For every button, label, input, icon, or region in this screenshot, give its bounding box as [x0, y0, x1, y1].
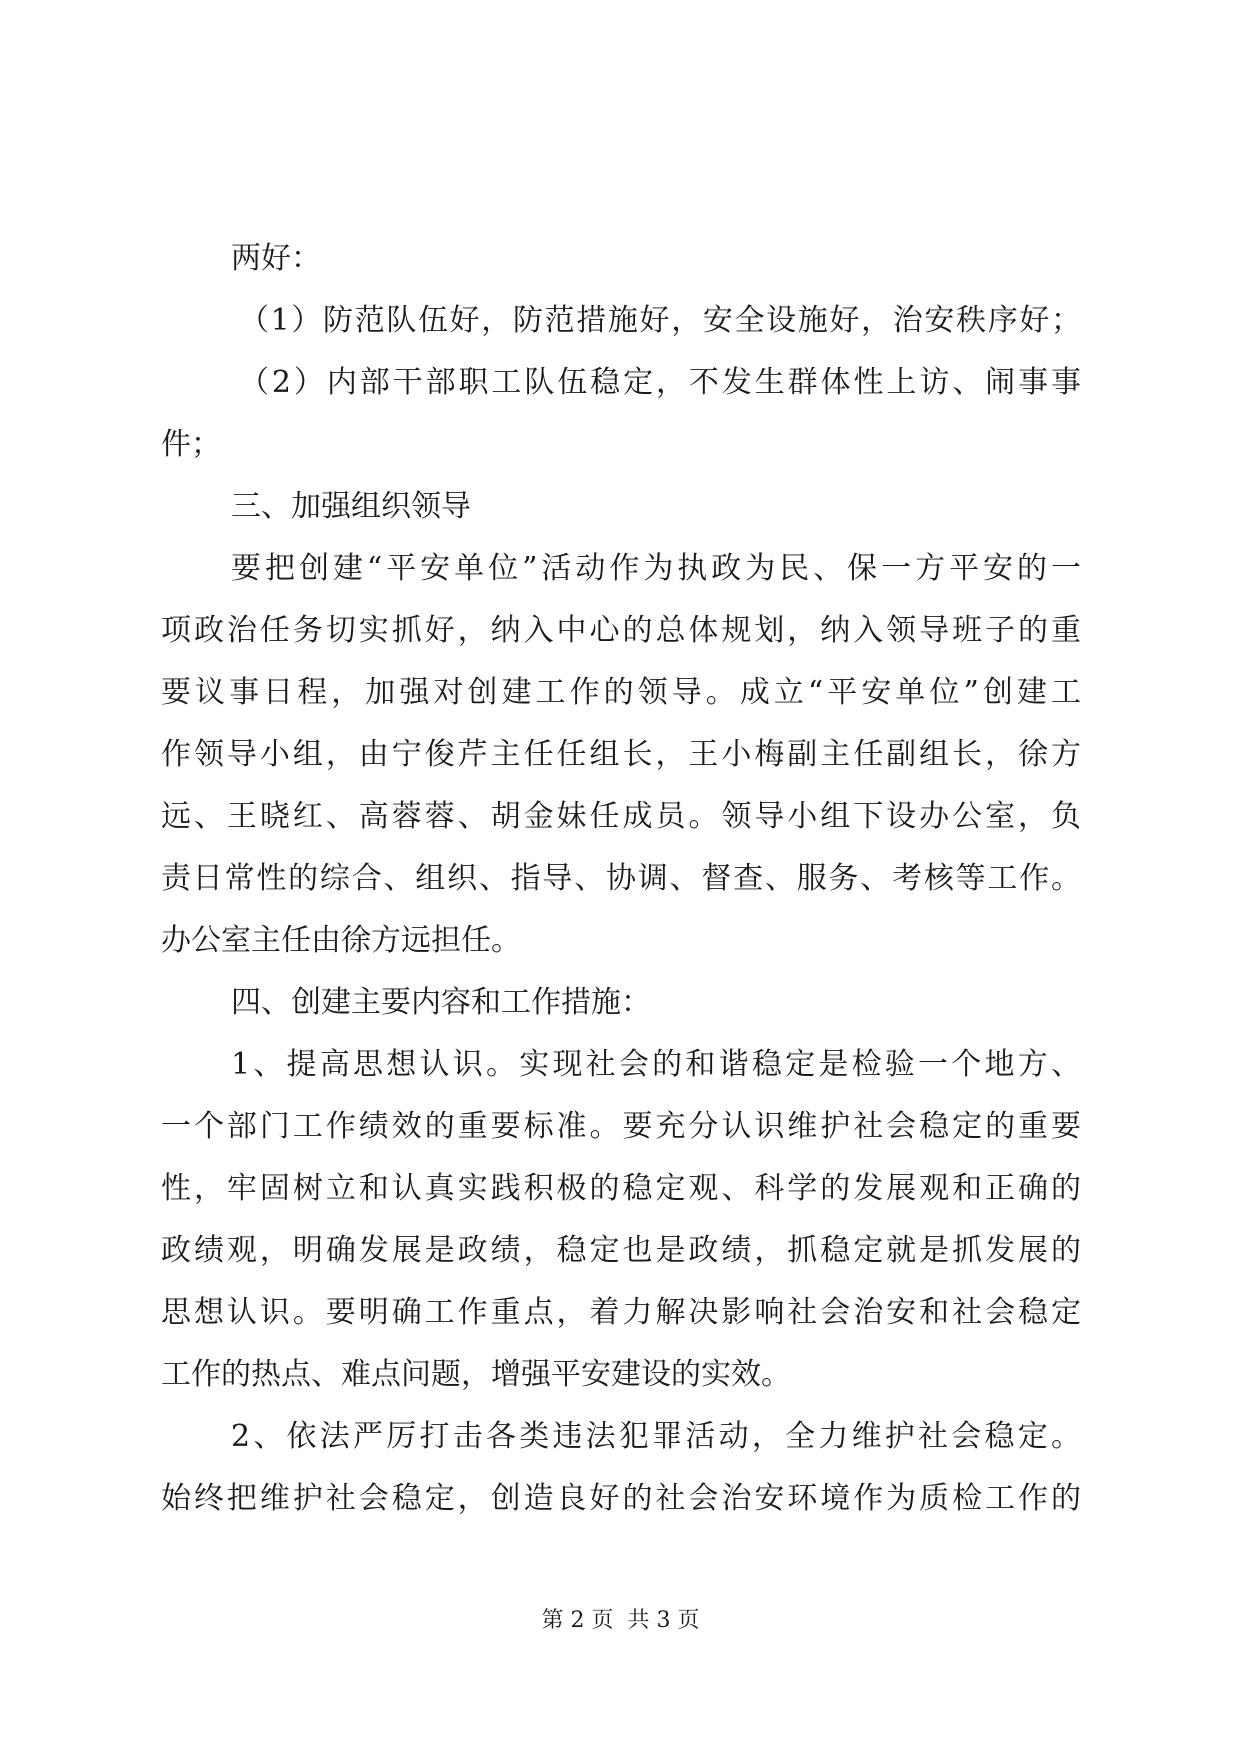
- paragraph-line: 工作的热点、难点问题，增强平安建设的实效。: [161, 1357, 791, 1392]
- paragraph-line: 1、提高思想认识。实现社会的和谐稳定是检验一个地方、: [231, 1047, 1081, 1082]
- section-heading: 三、加强组织领导: [231, 489, 471, 524]
- paragraph-line: 政绩观，明确发展是政绩，稳定也是政绩，抓稳定就是抓发展的: [161, 1233, 1081, 1268]
- paragraph-line: 思想认识。要明确工作重点，着力解决影响社会治安和社会稳定: [161, 1295, 1081, 1330]
- paragraph-line: 作领导小组，由宁俊芹主任任组长，王小梅副主任副组长，徐方: [161, 737, 1081, 772]
- paragraph-line: 始终把维护社会稳定，创造良好的社会治安环境作为质检工作的: [161, 1481, 1081, 1516]
- paragraph-line: （2）内部干部职工队伍稳定，不发生群体性上访、闹事事: [239, 365, 1081, 400]
- paragraph-line: 两好：: [231, 241, 321, 276]
- paragraph-line: 要议事日程，加强对创建工作的领导。成立“平安单位”创建工: [161, 675, 1081, 710]
- document-body: [161, 228, 1081, 1530]
- section-heading: 四、创建主要内容和工作措施：: [231, 985, 651, 1020]
- page-number-label: 第 2 页 共 3 页: [541, 1608, 700, 1633]
- paragraph-line: 2、依法严厉打击各类违法犯罪活动，全力维护社会稳定。: [231, 1419, 1081, 1454]
- paragraph-line: 责日常性的综合、组织、指导、协调、督查、服务、考核等工作。: [161, 861, 1081, 896]
- paragraph-line: 一个部门工作绩效的重要标准。要充分认识维护社会稳定的重要: [161, 1109, 1081, 1144]
- paragraph-line: 项政治任务切实抓好，纳入中心的总体规划，纳入领导班子的重: [161, 613, 1081, 648]
- paragraph-line: 远、王晓红、高蓉蓉、胡金妹任成员。领导小组下设办公室，负: [161, 799, 1081, 834]
- paragraph-line: 件；: [161, 427, 221, 462]
- paragraph-line: （1）防范队伍好，防范措施好，安全设施好，治安秩序好；: [239, 303, 1081, 338]
- paragraph-line: 性，牢固树立和认真实践积极的稳定观、科学的发展观和正确的: [161, 1171, 1081, 1206]
- paragraph-line: 办公室主任由徐方远担任。: [161, 923, 521, 958]
- page-footer: [0, 1606, 1241, 1636]
- paragraph-line: 要把创建“平安单位”活动作为执政为民、保一方平安的一: [231, 551, 1081, 586]
